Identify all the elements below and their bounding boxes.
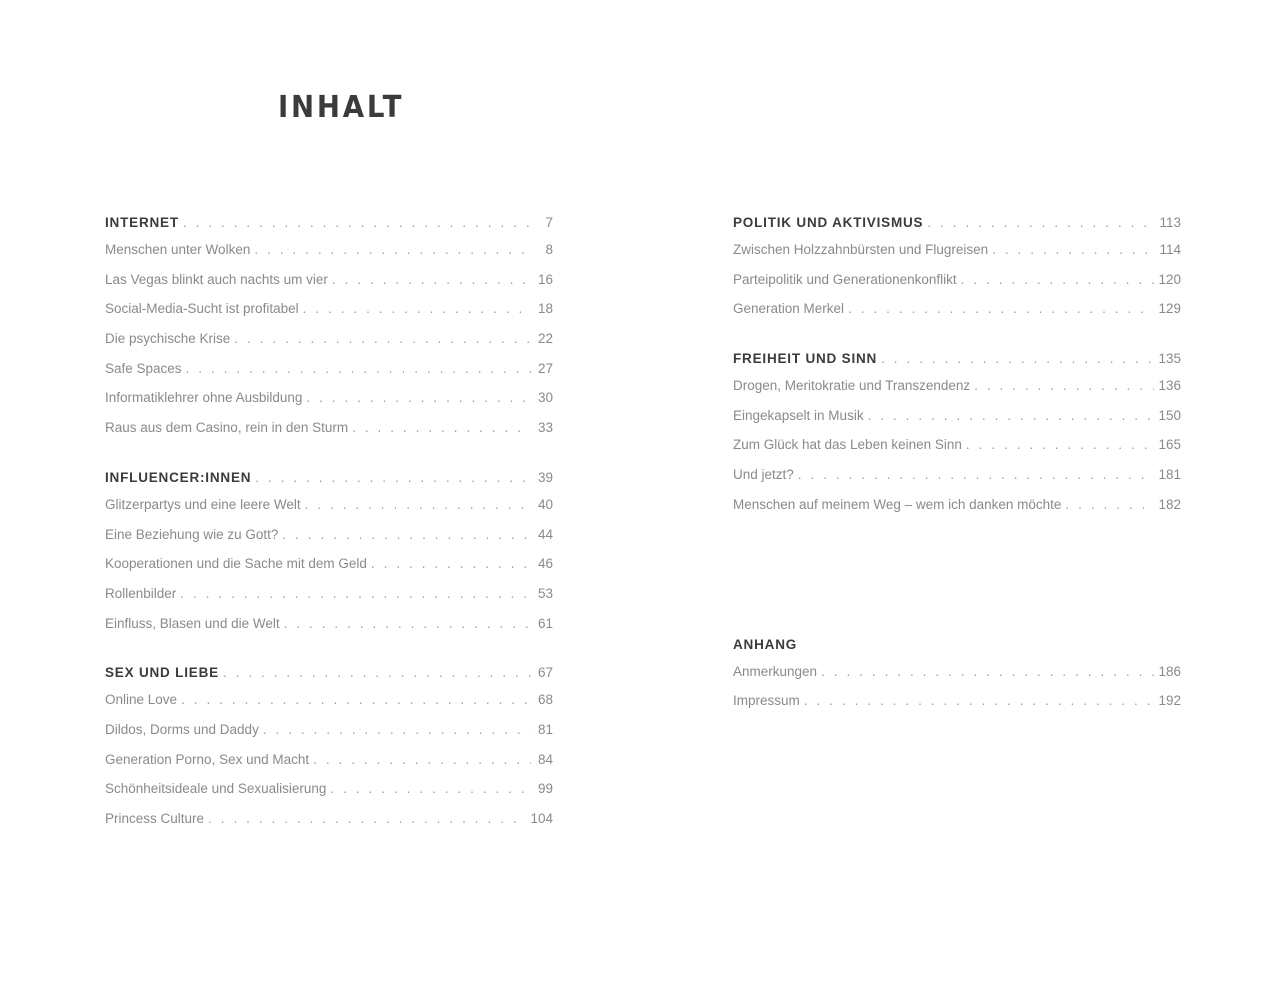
toc-entry[interactable] [105,495,553,525]
toc-entry-label: Rollenbilder [105,585,177,601]
page-title: INHALT [278,90,405,125]
toc-page-number: 181 [1158,467,1181,483]
toc-page-number: 114 [1159,242,1181,257]
dot-leader [208,809,526,829]
dot-leader [263,720,531,740]
dot-leader [881,349,1154,369]
toc-section-heading[interactable] [733,349,1181,376]
dot-leader [927,213,1155,233]
toc-entry-label: Social-Media-Sucht ist profitabel [105,301,299,317]
dot-leader [1065,495,1154,515]
dot-leader [804,691,1155,711]
toc-entry-label: Menschen auf meinem Weg – wem ich danken möchte [733,496,1062,512]
toc-entry[interactable] [105,584,553,614]
toc-page-number: 8 [545,242,553,257]
toc-entry-label: Generation Porno, Sex und Macht [105,751,310,767]
toc-entry[interactable] [733,465,1181,495]
toc-entry[interactable] [105,525,553,555]
dot-leader [284,614,531,634]
toc-entry-label: Menschen unter Wolken [105,242,251,257]
dot-leader [305,495,531,515]
dot-leader [330,779,531,799]
toc-page-number: 7 [545,215,553,230]
toc-page-number: 182 [1158,496,1181,512]
toc-entry[interactable] [733,376,1181,406]
toc-entry[interactable] [733,495,1181,525]
toc-entry-label: Drogen, Meritokratie und Transzendenz [733,378,971,394]
dot-leader [332,270,531,290]
toc-entry-label: Schönheitsideale und Sexualisierung [105,781,327,797]
toc-entry[interactable] [105,809,553,839]
toc-page-number: 104 [530,811,553,826]
toc-entry[interactable] [733,435,1181,465]
toc-entry-label: Glitzerpartys und eine leere Welt [105,496,301,512]
dot-leader [181,690,531,710]
toc-section-heading[interactable] [105,663,553,690]
toc-page-number: 120 [1158,271,1181,287]
toc-section-influencer [105,468,553,643]
toc-entry[interactable] [105,750,553,780]
toc-heading-label: ANHANG [733,636,798,652]
toc-page-number: 16 [537,271,553,287]
toc-page-number: 22 [537,331,553,347]
toc-section-heading[interactable] [105,468,553,495]
toc-page-number: 192 [1158,693,1181,709]
toc-section-politik [733,213,1181,329]
toc-entry-label: Safe Spaces [105,360,182,376]
toc-page-number: 129 [1158,301,1181,317]
toc-page-number: 33 [537,420,553,436]
toc-entry[interactable] [105,359,553,389]
dot-leader [303,299,531,319]
toc-entry-label: Parteipolitik und Generationenkonflikt [733,271,957,287]
toc-page-number: 81 [537,721,553,737]
toc-entry[interactable] [105,299,553,329]
dot-leader [798,465,1155,485]
toc-section-anhang [733,635,1181,721]
toc-entry-label: Dildos, Dorms und Daddy [105,721,259,737]
toc-entry-label: Anmerkungen [733,663,818,679]
toc-page-number: 39 [537,469,553,485]
dot-leader [234,329,531,349]
toc-entry[interactable] [733,662,1181,692]
toc-page-number: 30 [537,390,553,406]
toc-heading-label: FREIHEIT UND SINN [733,351,878,367]
toc-page-number: 186 [1158,663,1181,679]
toc-page-number: 150 [1158,407,1181,423]
toc-entry-label: Impressum [733,693,800,709]
toc-heading-label: SEX UND LIEBE [105,665,219,681]
toc-entry[interactable] [733,270,1181,300]
toc-right-column [733,213,1181,721]
toc-entry-label: Generation Merkel [733,301,845,317]
toc-heading-label: INFLUENCER:INNEN [105,469,252,485]
toc-entry-label: Princess Culture [105,811,205,826]
dot-leader [183,213,531,233]
toc-page-number: 44 [537,526,553,542]
toc-entry[interactable] [105,779,553,809]
toc-entry[interactable] [105,418,553,448]
toc-entry-label: Eingekapselt in Musik [733,407,864,423]
toc-entry[interactable] [733,691,1181,721]
dot-leader [180,584,531,604]
toc-left-column [105,213,553,839]
toc-section-internet [105,213,553,448]
toc-section-heading[interactable] [733,635,1181,662]
toc-heading-label: INTERNET [105,215,179,230]
dot-leader [966,435,1155,455]
toc-entry[interactable] [105,240,553,270]
toc-entry-label: Eine Beziehung wie zu Gott? [105,526,279,542]
toc-entry-label: Online Love [105,692,178,708]
toc-entry-label: Las Vegas blinkt auch nachts um vier [105,271,328,287]
toc-page-number: 135 [1158,351,1181,367]
toc-section-freiheit [733,349,1181,524]
toc-entry-label: Zum Glück hat das Leben keinen Sinn [733,437,962,453]
toc-entry-label: Raus aus dem Casino, rein in den Sturm [105,420,349,436]
toc-section-sex-und-liebe [105,663,553,838]
toc-entry[interactable] [105,720,553,750]
toc-page-number: 67 [537,665,553,681]
toc-page-number: 27 [537,360,553,376]
toc-page-number: 61 [537,615,553,631]
toc-page-number: 113 [1159,215,1181,230]
toc-entry[interactable] [105,270,553,300]
toc-entry[interactable] [105,329,553,359]
dot-leader [223,663,531,683]
dot-leader [282,525,531,545]
toc-heading-label: POLITIK UND AKTIVISMUS [733,215,924,230]
dot-leader [306,388,531,408]
toc-entry-label: Und jetzt? [733,467,794,483]
toc-page-number: 136 [1158,378,1181,394]
toc-entry-label: Informatiklehrer ohne Ausbildung [105,390,303,406]
dot-leader [821,662,1154,682]
toc-page-number: 40 [537,496,553,512]
toc-entry-label: Zwischen Holzzahnbürsten und Flugreisen [733,242,989,257]
toc-entry[interactable] [733,406,1181,436]
toc-page-number: 53 [537,585,553,601]
dot-leader [868,406,1155,426]
toc-page-number: 99 [537,781,553,797]
toc-entry[interactable] [733,240,1181,270]
toc-page-number: 46 [537,556,553,572]
toc-entry[interactable] [733,299,1181,329]
dot-leader [186,359,531,379]
dot-leader [254,240,531,260]
dot-leader [961,270,1155,290]
dot-leader [992,240,1155,260]
toc-entry-label: Einfluss, Blasen und die Welt [105,615,280,631]
dot-leader [371,554,531,574]
toc-entry[interactable] [105,690,553,720]
toc-page-number: 84 [537,751,553,767]
toc-page-number: 18 [537,301,553,317]
dot-leader [352,418,531,438]
dot-leader [974,376,1154,396]
toc-page-number: 68 [537,692,553,708]
toc-entry-label: Die psychische Krise [105,331,231,347]
dot-leader [255,468,531,488]
toc-entry[interactable] [105,614,553,644]
toc-page-number: 165 [1158,437,1181,453]
toc-entry[interactable] [105,388,553,418]
toc-section-heading[interactable] [105,213,553,240]
toc-entry[interactable] [105,554,553,584]
dot-leader [313,750,531,770]
dot-leader [848,299,1154,319]
toc-section-heading[interactable] [733,213,1181,240]
toc-entry-label: Kooperationen und die Sache mit dem Geld [105,556,367,572]
